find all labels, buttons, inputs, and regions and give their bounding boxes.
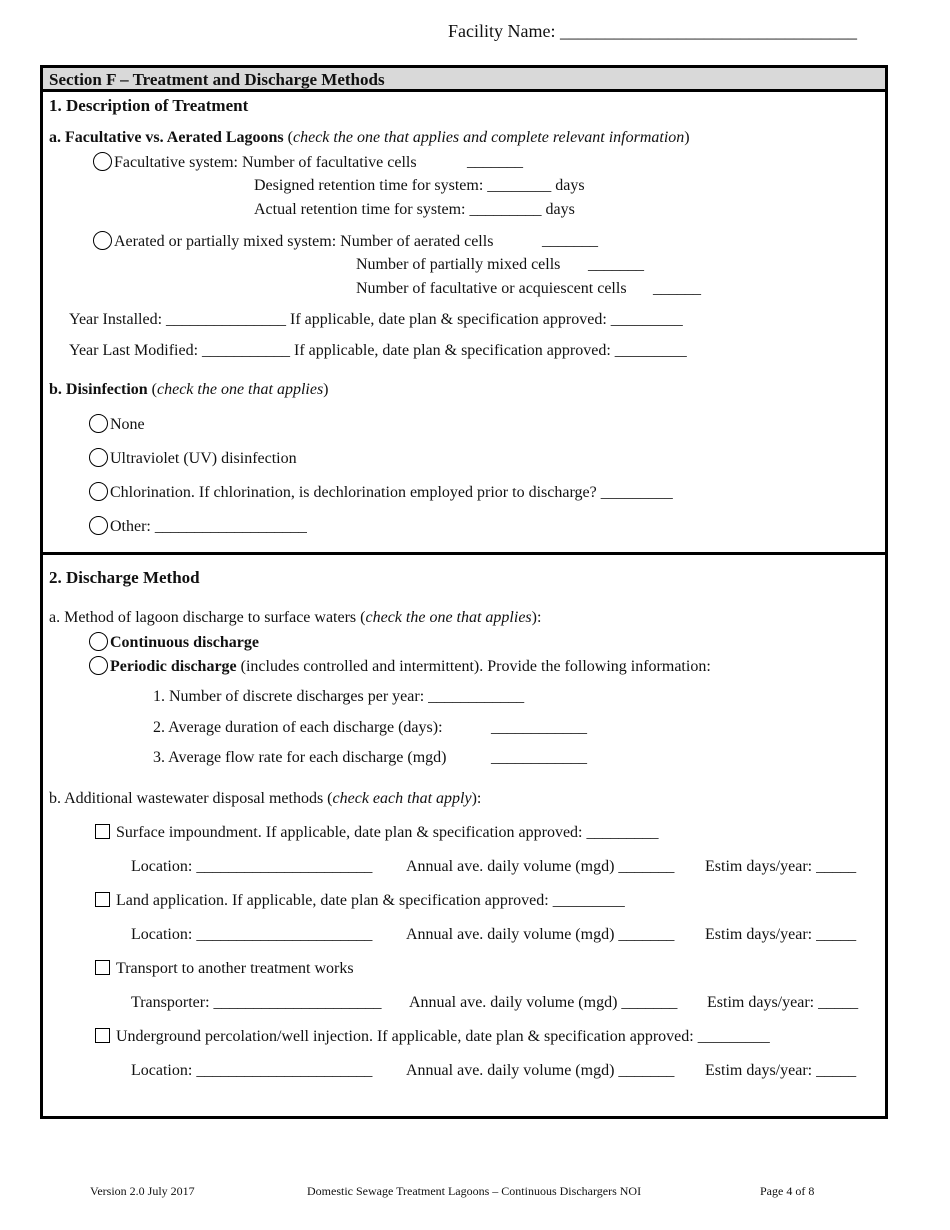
transport-days[interactable]: Estim days/year: _____ xyxy=(707,994,859,1011)
continuous-option[interactable] xyxy=(89,632,259,653)
periodic-label: Periodic discharge xyxy=(110,658,237,675)
facultative-radio[interactable] xyxy=(93,152,112,171)
disinfection-note: check the one that applies xyxy=(157,381,324,398)
uv-radio[interactable] xyxy=(89,448,108,467)
section-f-box xyxy=(40,65,888,1119)
avg-duration-blank[interactable]: ____________ xyxy=(491,719,587,736)
land-application-location[interactable]: Location: ______________________ xyxy=(131,926,373,943)
additional-note: check each that apply xyxy=(332,790,472,807)
transport-volume[interactable]: Annual ave. daily volume (mgd) _______ xyxy=(409,994,678,1011)
land-application-days[interactable]: Estim days/year: _____ xyxy=(705,926,857,943)
footer-version: Version 2.0 July 2017 xyxy=(90,1184,195,1198)
aerated-option[interactable] xyxy=(93,231,493,252)
none-radio[interactable] xyxy=(89,414,108,433)
underground-label: Underground percolation/well injection. If applicable, date plan & specification approved: _________ xyxy=(116,1028,770,1045)
disinfection-option-chlorination[interactable] xyxy=(89,482,673,503)
footer-doc-title: Domestic Sewage Treatment Lagoons – Continuous Dischargers NOI xyxy=(307,1184,642,1198)
land-application-volume[interactable]: Annual ave. daily volume (mgd) _______ xyxy=(406,926,675,943)
surface-impoundment-checkbox[interactable] xyxy=(95,824,110,839)
facultative-option[interactable] xyxy=(93,152,417,173)
facility-name-field[interactable]: Facility Name: _________________________________ xyxy=(448,21,857,41)
land-application-option[interactable] xyxy=(95,891,625,911)
lagoons-label: a. Facultative vs. Aerated Lagoons (check the one that applies and complete relevant information) xyxy=(49,129,690,146)
aerated-label: Aerated or partially mixed system: Number of aerated cells xyxy=(114,233,494,250)
disinfection-uv-label: Ultraviolet (UV) disinfection xyxy=(110,450,297,467)
continuous-label: Continuous discharge xyxy=(110,634,259,651)
underground-days[interactable]: Estim days/year: _____ xyxy=(705,1062,857,1079)
avg-duration-label: 2. Average duration of each discharge (days): xyxy=(153,719,443,736)
surface-impoundment-label: Surface impoundment. If applicable, date plan & specification approved: _________ xyxy=(116,824,659,841)
disinfection-option-uv[interactable] xyxy=(89,448,297,469)
land-application-checkbox[interactable] xyxy=(95,892,110,907)
transport-checkbox[interactable] xyxy=(95,960,110,975)
facultative-acquiescent-blank[interactable]: ______ xyxy=(653,280,701,297)
continuous-radio[interactable] xyxy=(89,632,108,651)
transporter-field[interactable]: Transporter: _____________________ xyxy=(131,994,382,1011)
surface-impoundment-days[interactable]: Estim days/year: _____ xyxy=(705,858,857,875)
periodic-note: (includes controlled and intermittent). Provide the following information: xyxy=(236,658,711,675)
section-title: Section F – Treatment and Discharge Methods xyxy=(43,68,885,92)
treatment-heading: 1. Description of Treatment xyxy=(49,96,249,115)
partially-mixed-label: Number of partially mixed cells xyxy=(356,256,561,273)
method-note: check the one that applies xyxy=(365,609,532,626)
facultative-label: Facultative system: Number of facultative cells xyxy=(114,154,417,171)
chlorination-radio[interactable] xyxy=(89,482,108,501)
underground-checkbox[interactable] xyxy=(95,1028,110,1043)
section-divider xyxy=(43,552,885,555)
discharge-heading: 2. Discharge Method xyxy=(49,568,200,587)
actual-retention[interactable]: Actual retention time for system: _________ days xyxy=(254,201,575,218)
additional-label xyxy=(49,789,481,809)
lagoons-note: check the one that applies and complete relevant information xyxy=(292,129,685,146)
facultative-cells-blank[interactable]: _______ xyxy=(467,153,523,170)
underground-location[interactable]: Location: ______________________ xyxy=(131,1062,373,1079)
facultative-acquiescent-label: Number of facultative or acquiescent cells xyxy=(356,280,627,297)
aerated-cells-blank[interactable]: _______ xyxy=(542,232,598,249)
disinfection-label: b. Disinfection (check the one that applies) xyxy=(49,381,329,398)
underground-option[interactable] xyxy=(95,1027,770,1047)
disinfection-none-label: None xyxy=(110,416,145,433)
method-label-pre: a. Method of lagoon discharge to surface waters ( xyxy=(49,609,366,626)
disinfection-other-label: Other: ___________________ xyxy=(110,518,307,535)
designed-retention[interactable]: Designed retention time for system: ________ days xyxy=(254,177,585,194)
disinfection-option-other[interactable] xyxy=(89,516,307,537)
disinfection-option-none[interactable] xyxy=(89,414,145,435)
partially-mixed-blank[interactable]: _______ xyxy=(588,256,644,273)
transport-option[interactable] xyxy=(95,959,354,979)
additional-label-pre: b. Additional wastewater disposal methods ( xyxy=(49,790,333,807)
year-installed-row[interactable]: Year Installed: _______________ If applicable, date plan & specification approved: _________ xyxy=(69,311,683,328)
underground-volume[interactable]: Annual ave. daily volume (mgd) _______ xyxy=(406,1062,675,1079)
footer-page-number: Page 4 of 8 xyxy=(760,1184,815,1198)
other-radio[interactable] xyxy=(89,516,108,535)
aerated-radio[interactable] xyxy=(93,231,112,250)
surface-impoundment-option[interactable] xyxy=(95,823,659,843)
disinfection-chlorination-label: Chlorination. If chlorination, is dechlorination employed prior to discharge? _________ xyxy=(110,484,673,501)
periodic-radio[interactable] xyxy=(89,656,108,675)
disinfection-title: b. Disinfection xyxy=(49,381,148,398)
lagoons-title: a. Facultative vs. Aerated Lagoons xyxy=(49,129,284,146)
year-modified-row[interactable]: Year Last Modified: ___________ If applicable, date plan & specification approved: _________ xyxy=(69,342,687,359)
discrete-discharges-row[interactable]: 1. Number of discrete discharges per year: ____________ xyxy=(153,688,525,705)
land-application-label: Land application. If applicable, date plan & specification approved: _________ xyxy=(116,892,625,909)
method-label xyxy=(49,608,541,628)
method-label-post: ): xyxy=(531,609,542,626)
surface-impoundment-location[interactable]: Location: ______________________ xyxy=(131,858,373,875)
additional-label-post: ): xyxy=(471,790,482,807)
surface-impoundment-volume[interactable]: Annual ave. daily volume (mgd) _______ xyxy=(406,858,675,875)
avg-flow-label: 3. Average flow rate for each discharge (mgd) xyxy=(153,749,447,766)
avg-flow-blank[interactable]: ____________ xyxy=(491,749,587,766)
periodic-option[interactable] xyxy=(89,656,711,677)
transport-label: Transport to another treatment works xyxy=(116,960,354,977)
